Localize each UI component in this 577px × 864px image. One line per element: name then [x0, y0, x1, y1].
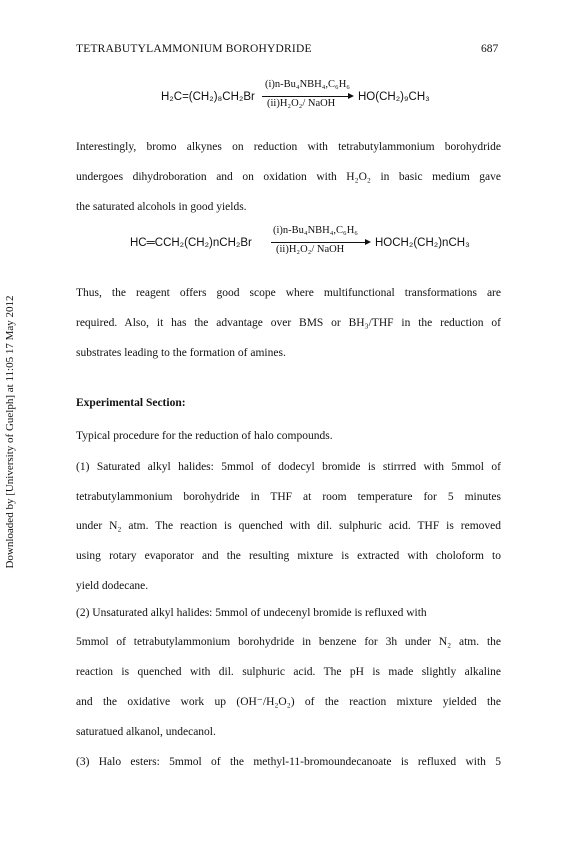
equation1-condition-top: (i)n-Bu₄NBH₄,C₆H₆ — [265, 79, 350, 90]
equation1-reactant: H₂C=(CH₂)₈CH₂Br — [161, 91, 255, 103]
paragraph-4-line-5: yield dodecane. — [76, 580, 149, 592]
paragraph-5-line-4: and the oxidative work up (OH⁻/H₂O₂) of the reaction mixture yielded the — [76, 696, 501, 708]
paragraph-5-line-5: saturatued alkanol, undecanol. — [76, 726, 216, 738]
paragraph-4-line-1: (1) Saturated alkyl halides: 5mmol of dodecyl bromide is stirrred with 5mmol of — [76, 461, 501, 473]
equation2-product: HOCH₂(CH₂)nCH₃ — [375, 237, 470, 249]
equation2-arrow — [271, 242, 367, 243]
equation1-condition-bottom: (ii)H₂O₂/ NaOH — [267, 98, 336, 109]
paragraph-1-line-3: the saturated alcohols in good yields. — [76, 201, 247, 213]
paragraph-1-line-1: Interestingly, bromo alkynes on reduction with tetrabutylammonium borohydride — [76, 141, 501, 153]
equation2-condition-top: (i)n-Bu₄NBH₄,C₆H₆ — [273, 225, 358, 236]
experimental-heading: Experimental Section: — [76, 397, 186, 409]
paragraph-5-line-2: 5mmol of tetrabutylammonium borohydride in benzene for 3h under N₂ atm. the — [76, 636, 501, 648]
paragraph-5-line-1: (2) Unsaturated alkyl halides: 5mmol of undecenyl bromide is refluxed with — [76, 607, 427, 619]
paragraph-1-line-2: undergoes dihydroboration and on oxidation with H₂O₂ in basic medium gave — [76, 171, 501, 183]
download-notice — [2, 262, 18, 602]
equation2-condition-bottom: (ii)H₂O₂/ NaOH — [276, 244, 345, 255]
paragraph-5-line-3: reaction is quenched with dil. sulphuric acid. The pH is made slightly alkaline — [76, 666, 501, 678]
paragraph-6-line-1: (3) Halo esters: 5mmol of the methyl-11-bromoundecanoate is refluxed with 5 — [76, 756, 501, 768]
page-number: 687 — [481, 43, 499, 55]
equation1-arrow — [262, 96, 350, 97]
paragraph-2-line-3: substrates leading to the formation of amines. — [76, 347, 286, 359]
paragraph-4-line-3: under N₂ atm. The reaction is quenched with dil. sulphuric acid. THF is removed — [76, 520, 501, 532]
paragraph-3: Typical procedure for the reduction of halo compounds. — [76, 430, 333, 442]
paragraph-2-line-2: required. Also, it has the advantage over BMS or BH₃/THF in the reduction of — [76, 317, 501, 329]
download-notice-text: Downloaded by [University of Guelph] at 11:05 17 May 2012 — [4, 295, 16, 569]
running-title: TETRABUTYLAMMONIUM BOROHYDRIDE — [76, 43, 312, 55]
equation1-product: HO(CH₂)₉CH₃ — [358, 91, 430, 103]
equation2-reactant: HC═CCH₂(CH₂)nCH₂Br — [130, 237, 252, 249]
paragraph-4-line-4: using rotary evaporator and the resulting mixture is extracted with choloform to — [76, 550, 501, 562]
paragraph-4-line-2: tetrabutylammonium borohydride in THF at room temperature for 5 minutes — [76, 491, 501, 503]
paragraph-2-line-1: Thus, the reagent offers good scope where multifunctional transformations are — [76, 287, 501, 299]
